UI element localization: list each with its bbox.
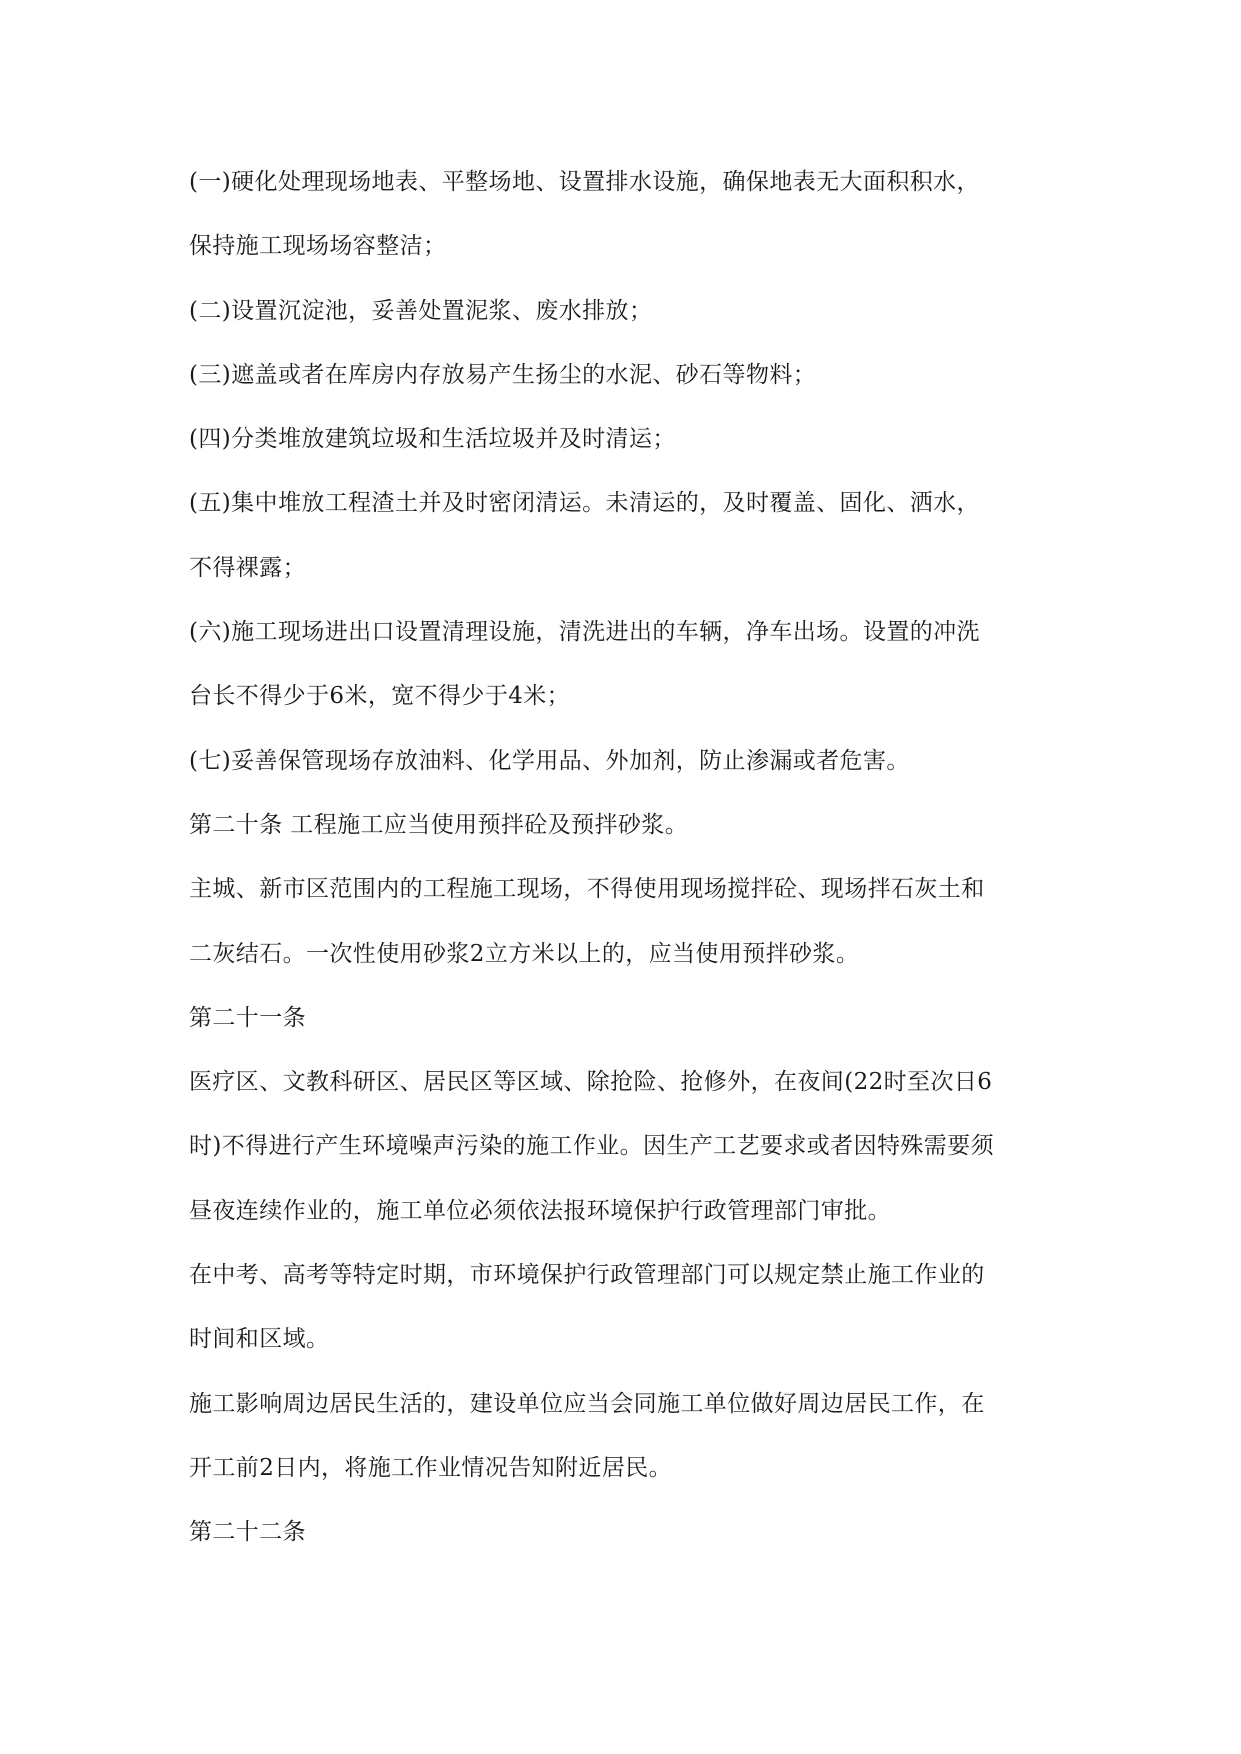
document-body (189, 162, 1069, 1577)
article-heading: 第二十一条 (189, 1004, 306, 1031)
text-line: (三)遮盖或者在库房内存放易产生扬尘的水泥、砂石等物料； (189, 361, 817, 388)
text-line: 施工影响周边居民生活的，建设单位应当会同施工单位做好周边居民工作，在 (189, 1390, 985, 1417)
text-line: (五)集中堆放工程渣土并及时密闭清运。未清运的，及时覆盖、固化、洒水， (189, 490, 980, 517)
text-line: 昼夜连续作业的，施工单位必须依法报环境保护行政管理部门审批。 (189, 1197, 891, 1224)
text-line: 时)不得进行产生环境噪声污染的施工作业。因生产工艺要求或者因特殊需要须 (189, 1133, 994, 1160)
text-line: 时间和区域。 (189, 1326, 330, 1353)
text-line: 台长不得少于6米，宽不得少于4米； (189, 683, 571, 710)
text-line: 在中考、高考等特定时期，市环境保护行政管理部门可以规定禁止施工作业的 (189, 1262, 985, 1289)
text-line: 主城、新市区范围内的工程施工现场，不得使用现场搅拌砼、现场拌石灰土和 (189, 876, 985, 903)
text-line: 医疗区、文教科研区、居民区等区域、除抢险、抢修外，在夜间(22时至次日6 (189, 1069, 993, 1096)
text-line: 不得裸露； (189, 554, 306, 581)
text-line: 二灰结石。一次性使用砂浆2立方米以上的，应当使用预拌砂浆。 (189, 940, 860, 967)
text-line: 开工前2日内，将施工作业情况告知附近居民。 (189, 1454, 673, 1481)
text-line: (四)分类堆放建筑垃圾和生活垃圾并及时清运； (189, 426, 676, 453)
text-line: (六)施工现场进出口设置清理设施，清洗进出的车辆，净车出场。设置的冲洗 (189, 619, 980, 646)
article-heading: 第二十二条 (189, 1519, 306, 1546)
text-line: (七)妥善保管现场存放油料、化学用品、外加剂，防止渗漏或者危害。 (189, 747, 910, 774)
article-heading: 第二十条 工程施工应当使用预拌砼及预拌砂浆。 (189, 811, 689, 838)
text-line: 保持施工现场场容整洁； (189, 233, 447, 260)
text-line: (二)设置沉淀池，妥善处置泥浆、废水排放； (189, 297, 653, 324)
text-line: (一)硬化处理现场地表、平整场地、设置排水设施，确保地表无大面积积水， (189, 169, 980, 195)
